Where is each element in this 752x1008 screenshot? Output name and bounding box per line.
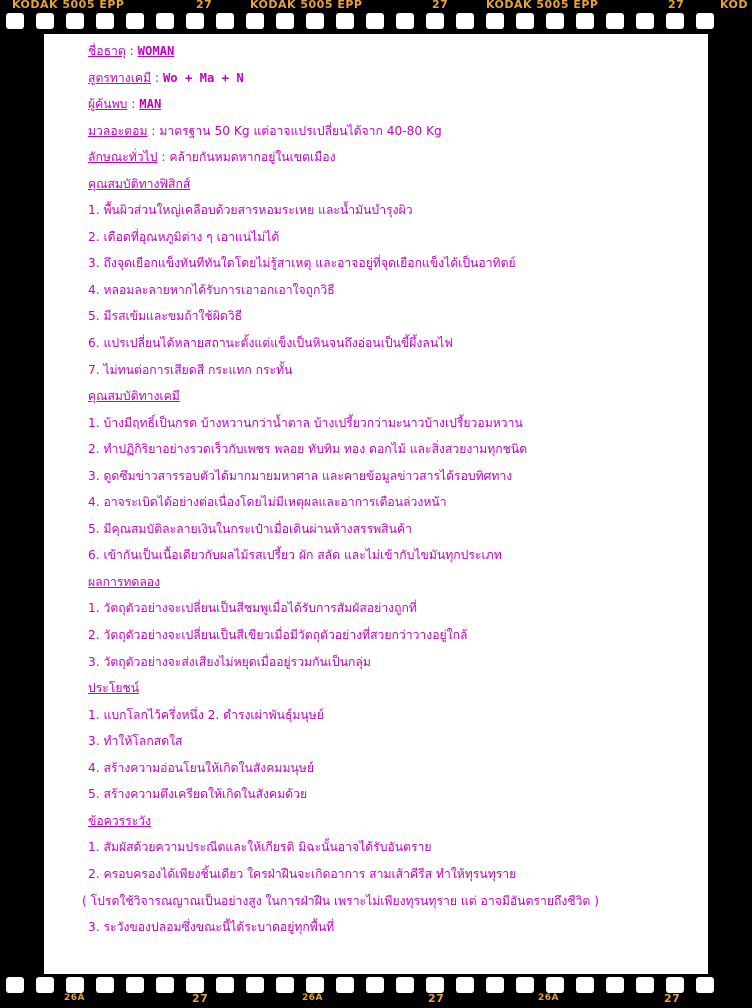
list-item: 2. ครอบครองได้เพียงชิ้นเดียว ใครฝ่าฝืนจะเกิดอาการ สามเส้าคีรีส ทำให้ทุรนทุราย [88, 866, 517, 881]
document-page [44, 34, 708, 974]
formula-value: Wo + Ma + N [162, 70, 244, 85]
list-item: 2. วัตถุตัวอย่างจะเปลี่ยนเป็นสีเขียวเมื่อมีวัตถุตัวอย่างที่สวยกว่าวางอยู่ใกล้ [88, 628, 468, 643]
atomic-mass-label: มวลอะตอม [88, 123, 148, 138]
list-item: 1. สัมผัสด้วยความประณีตและให้เกียรติ มิฉะนั้นอาจได้รับอันตราย [88, 840, 432, 855]
film-frame-number: 27 [664, 992, 681, 1005]
film-sprocket-holes [6, 977, 752, 993]
list-item: 1. บ้างมีฤทธิ์เป็นกรด บ้างหวานกว่าน้ำตาล บ้างเปรี้ยวกว่ามะนาวบ้างเปรี้ยวอมหวาน [88, 415, 523, 430]
atomic-mass-value: มาตรฐาน 50 Kg แต่อาจแปรเปลี่ยนได้จาก 40-80 Kg [159, 123, 442, 138]
film-edge-text: KODAK 5005 EPP [486, 0, 599, 11]
experiment-results-heading: ผลการทดลอง [88, 574, 161, 589]
discoverer-label: ผู้ค้นพบ [88, 97, 128, 112]
formula-label: สูตรทางเคมี [88, 70, 152, 85]
film-frame-number: 27 [668, 0, 685, 11]
list-item: 4. หลอมละลายหากได้รับการเอาอกเอาใจถูกวิธี [88, 282, 335, 297]
film-frame-code: 26A [538, 993, 559, 1003]
list-item: 2. เดือดที่อุณหภูมิต่าง ๆ เอาแน่ไม่ได้ [88, 229, 280, 244]
list-item: 3. ระวังของปลอมซึ่งขณะนี้ได้ระบาดอยู่ทุกพื้นที่ [88, 920, 335, 935]
list-item: ( โปรดใช้วิจารณญาณเป็นอย่างสูง ในการฝ่าฝืน เพราะไม่เพียงทุรนทุราย แต่ อาจมีอันตรายถึงชีวิต ) [82, 893, 599, 908]
film-frame-number: 27 [196, 0, 213, 11]
film-edge-text: KODAK 5005 EPP [12, 0, 125, 11]
film-frame-number: 27 [428, 992, 445, 1005]
film-frame-number: 27 [192, 992, 209, 1005]
film-strip-bottom [0, 974, 752, 1008]
film-edge-text: KODAK 5005 EPP [250, 0, 363, 11]
discoverer-row: ผู้ค้นพบ : MAN [88, 97, 162, 112]
atomic-mass-row: มวลอะตอม : มาตรฐาน 50 Kg แต่อาจแปรเปลี่ยนได้จาก 40-80 Kg [88, 123, 442, 138]
benefits-heading: ประโยชน์ [88, 681, 140, 696]
film-frame-code: 26A [302, 993, 323, 1003]
film-strip-top [0, 0, 752, 34]
list-item: 2. ทำปฏิกิริยาอย่างรวดเร็วกับเพชร พลอย ทับทิม ทอง ดอกไม้ และสิ่งสวยงามทุกชนิด [88, 442, 528, 457]
film-frame-code: 26A [64, 993, 85, 1003]
list-item: 1. พื้นผิวส่วนใหญ่เคลือบด้วยสารหอมระเหย และน้ำมันบำรุงผิว [88, 203, 413, 218]
list-item: 4. สร้างความอ่อนโยนให้เกิดในสังคมมนุษย์ [88, 760, 314, 775]
list-item: 3. ถึงจุดเยือกแข็งทันทีทันใดโดยไม่รู้สาเหตุ และอาจอยู่ที่จุดเยือกแข็งได้เป็นอาทิตย์ [88, 256, 516, 271]
general-row: ลักษณะทั่วไป : คล้ายกันหมดหากอยู่ในเขตเมือง [88, 150, 336, 165]
list-item: 6. เข้ากันเป็นเนื้อเดียวกับผลไม้รสเปรี้ยว ผัก สลัด และไม่เข้ากับไขมันทุกประเภท [88, 548, 502, 563]
discoverer-value: MAN [139, 97, 162, 112]
list-item: 3. วัตถุตัวอย่างจะส่งเสียงไม่หยุดเมื่ออยู่รวมกันเป็นกลุ่ม [88, 654, 371, 669]
general-value: คล้ายกันหมดหากอยู่ในเขตเมือง [169, 150, 336, 165]
chemical-properties-heading: คุณสมบัติทางเคมี [88, 389, 180, 404]
element-name-label: ชื่อธาตุ [88, 44, 126, 58]
list-item: 3. ดูดซึมข่าวสารรอบตัวได้มากมายมหาศาล และคายข้อมูลข่าวสารได้รอบทิศทาง [88, 468, 513, 483]
list-item: 7. ไม่ทนต่อการเสียดสี กระแทก กระทั้น [88, 362, 293, 377]
formula-row: สูตรทางเคมี : Wo + Ma + N [88, 70, 244, 85]
element-sheet [82, 38, 708, 941]
element-name-value: WOMAN [137, 44, 175, 58]
list-item: 5. สร้างความตึงเครียดให้เกิดในสังคมด้วย [88, 787, 308, 802]
film-frame-number: 27 [432, 0, 449, 11]
list-item: 1. วัตถุตัวอย่างจะเปลี่ยนเป็นสีชมพูเมื่อได้รับการสัมผัสอย่างถูกที่ [88, 601, 417, 616]
list-item: 1. แบกโลกไว้ครึ่งหนึ่ง 2. ดำรงเผ่าพันธุ์มนุษย์ [88, 707, 324, 722]
list-item: 6. แปรเปลี่ยนได้หลายสถานะตั้งแต่แข็งเป็นหินจนถึงอ่อนเป็นขี้ผึ้งลนไฟ [88, 336, 453, 351]
film-edge-text: KOD [720, 0, 749, 11]
film-sprocket-holes [6, 13, 752, 29]
physical-properties-heading: คุณสมบัติทางฟิสิกส์ [88, 176, 191, 191]
cautions-heading: ข้อควรระวัง [88, 813, 152, 828]
general-label: ลักษณะทั่วไป [88, 150, 158, 165]
list-item: 5. มีคุณสมบัติละลายเงินในกระเป๋าเมื่อเดินผ่านห้างสรรพสินค้า [88, 521, 412, 536]
list-item: 3. ทำให้โลกสดใส [88, 734, 183, 749]
list-item: 5. มีรสเข้มและขมถ้าใช้ผิดวิธี [88, 309, 243, 324]
list-item: 4. อาจระเบิดได้อย่างต่อเนื่องโดยไม่มีเหตุผลและอาการเตือนล่วงหน้า [88, 495, 447, 510]
element-name-row: ชื่อธาตุ : WOMAN [88, 44, 175, 58]
